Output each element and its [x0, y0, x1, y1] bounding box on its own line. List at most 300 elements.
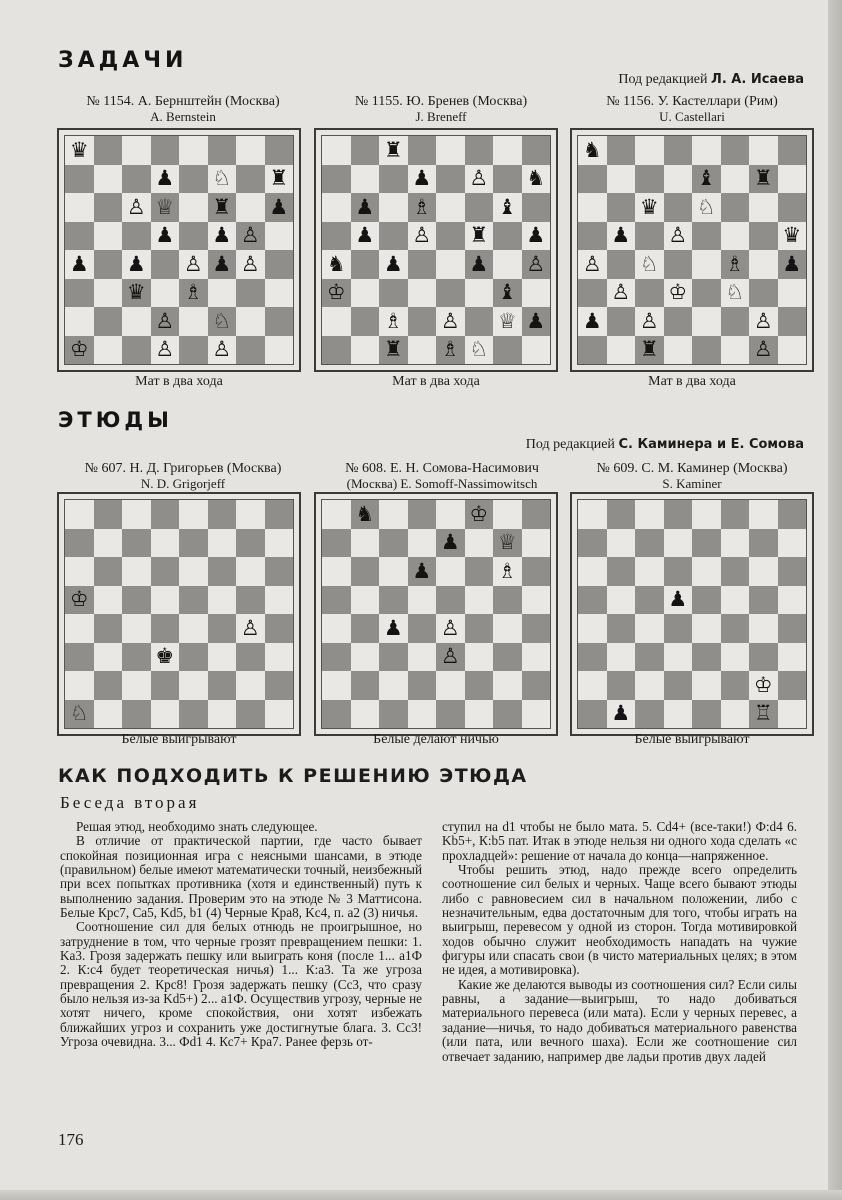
board-square	[749, 222, 778, 251]
board-square	[351, 307, 380, 336]
board-square	[493, 165, 522, 194]
board-square	[94, 614, 123, 643]
board-square	[351, 250, 380, 279]
black-knight-icon: ♞	[355, 501, 375, 526]
black-pawn-icon: ♟	[782, 251, 802, 276]
board-square	[322, 165, 351, 194]
chess-diagram	[314, 128, 558, 372]
board-square	[664, 250, 693, 279]
white-bishop-icon: ♗	[725, 251, 745, 276]
board-square	[493, 136, 522, 165]
board-square	[322, 136, 351, 165]
board-square	[692, 586, 721, 615]
board-square	[322, 643, 351, 672]
board-square	[151, 529, 180, 558]
chess-diagram	[570, 492, 814, 736]
board-square	[465, 336, 494, 365]
board-square	[578, 279, 607, 308]
white-knight-icon: ♘	[639, 251, 659, 276]
board-square	[351, 500, 380, 529]
board-square	[664, 500, 693, 529]
board-square	[122, 193, 151, 222]
board-square	[664, 136, 693, 165]
board-square	[635, 614, 664, 643]
board-square	[692, 250, 721, 279]
board-square	[322, 250, 351, 279]
paragraph: Соотношение сил для белых отнюдь не проигрышное, но затруднение в том, что черные грозят превращением пешки: 1. Ka3. Грозя задержать пешку или выиграть коня (после 1... a1Ф 2. К:с4 будет теоретическая ничья) 1... К:а3. Та же угроза превращения 2. Крс8! Грозя задержать пешку (Сc3, что сразу было нельзя из-за Kd5+) 2... a1Ф. Осуществив угрозу, черные не хотят ничего, кроме спокойствия, они хотят избежать ближайших угроз и сохранить уже достигнутые блага. 3. Сс3! Угроза очевидна. 3... Фd1 4. Кс7+ Кра7. Ранее ферзь от-	[60, 919, 422, 1050]
board-square	[436, 643, 465, 672]
board-square	[408, 136, 437, 165]
board-square	[465, 250, 494, 279]
black-rook-icon: ♜	[383, 137, 403, 162]
board-square	[208, 336, 237, 365]
board-square	[179, 614, 208, 643]
white-bishop-icon: ♗	[497, 558, 517, 583]
black-pawn-icon: ♟	[212, 223, 232, 248]
board-square	[522, 643, 551, 672]
board-square	[749, 500, 778, 529]
white-knight-icon: ♘	[69, 701, 89, 726]
board-square	[122, 557, 151, 586]
study-caption	[58, 461, 308, 491]
board-square	[578, 193, 607, 222]
board-square	[322, 336, 351, 365]
board-square	[635, 336, 664, 365]
board-square	[208, 165, 237, 194]
board-square	[379, 279, 408, 308]
black-queen-icon: ♛	[782, 223, 802, 248]
board-square	[94, 671, 123, 700]
board-square	[578, 336, 607, 365]
board-square	[522, 500, 551, 529]
board-square	[635, 500, 664, 529]
board-square	[493, 336, 522, 365]
board-square	[749, 643, 778, 672]
board-square	[265, 193, 294, 222]
board-square	[236, 614, 265, 643]
board-square	[493, 500, 522, 529]
board-square	[692, 193, 721, 222]
board-square	[208, 279, 237, 308]
board-square	[151, 700, 180, 729]
problem-stipulation: Мат в два хода	[648, 374, 736, 389]
white-king-icon: ♔	[753, 672, 773, 697]
board-square	[179, 307, 208, 336]
board-square	[522, 193, 551, 222]
white-knight-icon: ♘	[696, 194, 716, 219]
black-pawn-icon: ♟	[412, 558, 432, 583]
black-pawn-icon: ♟	[412, 166, 432, 191]
board-square	[436, 222, 465, 251]
board-square	[408, 671, 437, 700]
board-square	[379, 193, 408, 222]
white-pawn-icon: ♙	[183, 251, 203, 276]
chessboard	[321, 499, 551, 729]
white-pawn-icon: ♙	[412, 223, 432, 248]
board-square	[236, 222, 265, 251]
board-square	[94, 165, 123, 194]
white-pawn-icon: ♙	[582, 251, 602, 276]
board-square	[721, 336, 750, 365]
board-square	[322, 500, 351, 529]
board-square	[265, 250, 294, 279]
board-square	[179, 279, 208, 308]
white-pawn-icon: ♙	[440, 615, 460, 640]
board-square	[208, 586, 237, 615]
board-square	[94, 529, 123, 558]
white-rook-icon: ♖	[753, 701, 773, 726]
board-square	[721, 643, 750, 672]
board-square	[778, 671, 807, 700]
board-square	[635, 529, 664, 558]
board-square	[578, 614, 607, 643]
board-square	[322, 614, 351, 643]
board-square	[408, 279, 437, 308]
studies-heading: ЭТЮДЫ	[58, 408, 173, 432]
chessboard	[577, 135, 807, 365]
board-square	[151, 307, 180, 336]
page-edge	[0, 1190, 842, 1200]
board-square	[778, 193, 807, 222]
board-square	[236, 193, 265, 222]
board-square	[436, 136, 465, 165]
problem-heading: № 1156. У. Кастеллари (Рим)	[606, 94, 778, 109]
board-square	[664, 671, 693, 700]
board-square	[408, 222, 437, 251]
board-square	[749, 557, 778, 586]
board-square	[749, 307, 778, 336]
article-column-right	[442, 820, 797, 1064]
board-square	[122, 279, 151, 308]
study-heading: № 609. С. М. Каминер (Москва)	[596, 461, 788, 476]
board-square	[436, 500, 465, 529]
board-square	[151, 193, 180, 222]
black-rook-icon: ♜	[212, 194, 232, 219]
problem-heading: № 1155. Ю. Бренев (Москва)	[354, 94, 528, 109]
studies-editor-prefix: Под редакцией	[525, 437, 615, 452]
board-square	[607, 671, 636, 700]
board-square	[379, 336, 408, 365]
board-square	[578, 700, 607, 729]
board-square	[265, 557, 294, 586]
board-square	[607, 643, 636, 672]
board-square	[151, 250, 180, 279]
board-square	[436, 307, 465, 336]
board-square	[692, 529, 721, 558]
chess-diagram	[57, 128, 301, 372]
studies-editor	[526, 437, 804, 453]
white-knight-icon: ♘	[212, 166, 232, 191]
board-square	[721, 557, 750, 586]
board-square	[65, 557, 94, 586]
board-square	[379, 500, 408, 529]
board-square	[122, 307, 151, 336]
board-square	[436, 193, 465, 222]
board-square	[465, 136, 494, 165]
board-square	[778, 222, 807, 251]
board-square	[721, 222, 750, 251]
board-square	[351, 529, 380, 558]
board-square	[151, 643, 180, 672]
board-square	[322, 700, 351, 729]
board-square	[493, 529, 522, 558]
board-square	[265, 671, 294, 700]
study-author-latin: N. D. Grigorjeff	[140, 476, 226, 491]
board-square	[436, 700, 465, 729]
board-square	[721, 500, 750, 529]
white-bishop-icon: ♗	[440, 337, 460, 362]
board-square	[236, 336, 265, 365]
board-square	[578, 307, 607, 336]
article-column-left	[60, 820, 422, 1050]
board-square	[749, 586, 778, 615]
board-square	[151, 586, 180, 615]
board-square	[351, 193, 380, 222]
board-square	[122, 529, 151, 558]
black-pawn-icon: ♟	[440, 530, 460, 555]
board-square	[721, 307, 750, 336]
board-square	[351, 165, 380, 194]
board-square	[236, 586, 265, 615]
white-king-icon: ♔	[326, 280, 346, 305]
board-square	[65, 250, 94, 279]
board-square	[436, 671, 465, 700]
board-square	[236, 250, 265, 279]
board-square	[692, 222, 721, 251]
board-square	[408, 614, 437, 643]
board-square	[721, 136, 750, 165]
board-square	[236, 557, 265, 586]
board-square	[664, 529, 693, 558]
board-square	[265, 136, 294, 165]
board-square	[208, 222, 237, 251]
board-square	[635, 165, 664, 194]
board-square	[692, 279, 721, 308]
black-knight-icon: ♞	[582, 137, 602, 162]
board-square	[635, 136, 664, 165]
board-square	[578, 671, 607, 700]
board-square	[94, 557, 123, 586]
board-square	[436, 336, 465, 365]
chess-diagram	[570, 128, 814, 372]
study-author-latin: (Москва) E. Somoff-Nassimowitsch	[346, 476, 538, 491]
board-square	[749, 250, 778, 279]
board-square	[208, 500, 237, 529]
board-square	[65, 165, 94, 194]
black-rook-icon: ♜	[639, 337, 659, 362]
chess-diagram	[57, 492, 301, 736]
board-square	[522, 614, 551, 643]
black-pawn-icon: ♟	[155, 166, 175, 191]
board-square	[379, 643, 408, 672]
board-square	[436, 586, 465, 615]
board-square	[94, 500, 123, 529]
problem-heading: № 1154. А. Бернштейн (Москва)	[86, 94, 280, 109]
paragraph: В отличие от практической партии, где часто бывает спокойная позиционная игра с неясными шансами, в этюде (правильном) белые имеют математически точный, неизбежный при всех попытках противника (хотя и единственный) путь к выполнению задания. Проверим это на этюде № 3 Маттисона. Белые Крс7, Сa5, Kd5, b1 (4) Черные Кра8, Kс4, п. a2 (3) ничья.	[60, 833, 422, 921]
board-square	[408, 307, 437, 336]
board-square	[122, 136, 151, 165]
board-square	[493, 222, 522, 251]
white-queen-icon: ♕	[497, 530, 517, 555]
board-square	[436, 614, 465, 643]
board-square	[578, 222, 607, 251]
black-pawn-icon: ♟	[526, 308, 546, 333]
board-square	[65, 222, 94, 251]
problem-caption	[572, 94, 812, 124]
board-square	[465, 165, 494, 194]
board-square	[692, 643, 721, 672]
white-pawn-icon: ♙	[155, 337, 175, 362]
board-square	[721, 586, 750, 615]
black-pawn-icon: ♟	[126, 251, 146, 276]
board-square	[749, 336, 778, 365]
board-square	[65, 279, 94, 308]
board-square	[692, 700, 721, 729]
board-square	[522, 250, 551, 279]
board-square	[465, 700, 494, 729]
board-square	[664, 643, 693, 672]
board-square	[578, 136, 607, 165]
board-square	[65, 307, 94, 336]
white-pawn-icon: ♙	[753, 337, 773, 362]
white-pawn-icon: ♙	[469, 166, 489, 191]
white-pawn-icon: ♙	[639, 308, 659, 333]
study-caption	[572, 461, 812, 491]
board-square	[322, 222, 351, 251]
board-square	[408, 500, 437, 529]
problem-caption	[58, 94, 308, 124]
board-square	[749, 700, 778, 729]
board-square	[179, 700, 208, 729]
board-square	[778, 136, 807, 165]
board-square	[151, 165, 180, 194]
board-square	[692, 671, 721, 700]
board-square	[635, 307, 664, 336]
board-square	[692, 136, 721, 165]
board-square	[493, 700, 522, 729]
board-square	[122, 250, 151, 279]
board-square	[265, 614, 294, 643]
board-square	[522, 586, 551, 615]
board-square	[151, 500, 180, 529]
board-square	[265, 222, 294, 251]
board-square	[522, 671, 551, 700]
board-square	[208, 136, 237, 165]
board-square	[351, 643, 380, 672]
study-caption	[314, 461, 570, 491]
black-rook-icon: ♜	[469, 223, 489, 248]
board-square	[578, 557, 607, 586]
board-square	[265, 336, 294, 365]
board-square	[94, 222, 123, 251]
board-square	[778, 500, 807, 529]
board-square	[664, 336, 693, 365]
black-pawn-icon: ♟	[155, 223, 175, 248]
board-square	[151, 336, 180, 365]
board-square	[493, 250, 522, 279]
board-square	[94, 586, 123, 615]
board-square	[721, 614, 750, 643]
study-heading: № 608. Е. Н. Сомова-Насимович	[345, 461, 539, 476]
board-square	[265, 279, 294, 308]
problems-editor	[618, 72, 804, 88]
board-square	[151, 136, 180, 165]
board-square	[379, 222, 408, 251]
board-square	[322, 586, 351, 615]
board-square	[322, 529, 351, 558]
black-queen-icon: ♛	[126, 280, 146, 305]
problem-author-latin: A. Bernstein	[150, 109, 216, 124]
black-pawn-icon: ♟	[269, 194, 289, 219]
board-square	[721, 165, 750, 194]
black-pawn-icon: ♟	[355, 223, 375, 248]
board-square	[607, 586, 636, 615]
board-square	[236, 700, 265, 729]
board-square	[122, 614, 151, 643]
board-square	[208, 557, 237, 586]
problem-stipulation: Мат в два хода	[392, 374, 480, 389]
black-pawn-icon: ♟	[212, 251, 232, 276]
board-square	[265, 165, 294, 194]
board-square	[778, 614, 807, 643]
board-square	[692, 500, 721, 529]
board-square	[465, 671, 494, 700]
black-pawn-icon: ♟	[611, 223, 631, 248]
board-square	[379, 529, 408, 558]
board-square	[607, 279, 636, 308]
black-bishop-icon: ♝	[696, 166, 716, 191]
board-square	[122, 165, 151, 194]
white-pawn-icon: ♙	[440, 308, 460, 333]
board-square	[664, 165, 693, 194]
board-square	[408, 193, 437, 222]
board-square	[635, 586, 664, 615]
black-pawn-icon: ♟	[668, 587, 688, 612]
white-king-icon: ♔	[69, 337, 89, 362]
board-square	[179, 336, 208, 365]
board-square	[692, 307, 721, 336]
board-square	[465, 614, 494, 643]
white-pawn-icon: ♙	[126, 194, 146, 219]
board-square	[351, 136, 380, 165]
board-square	[692, 336, 721, 365]
board-square	[721, 671, 750, 700]
board-square	[465, 557, 494, 586]
board-square	[265, 529, 294, 558]
black-pawn-icon: ♟	[383, 251, 403, 276]
board-square	[522, 557, 551, 586]
black-king-icon: ♚	[155, 644, 175, 669]
board-square	[465, 222, 494, 251]
black-pawn-icon: ♟	[383, 615, 403, 640]
board-square	[664, 193, 693, 222]
board-square	[122, 700, 151, 729]
board-square	[493, 307, 522, 336]
board-square	[607, 136, 636, 165]
article-title: КАК ПОДХОДИТЬ К РЕШЕНИЮ ЭТЮДА	[58, 765, 528, 787]
board-square	[436, 529, 465, 558]
board-square	[65, 671, 94, 700]
chessboard	[64, 499, 294, 729]
board-square	[94, 250, 123, 279]
problem-author-latin: U. Castellari	[659, 109, 725, 124]
article-subtitle: Беседа вторая	[60, 793, 200, 812]
board-square	[607, 529, 636, 558]
white-queen-icon: ♕	[155, 194, 175, 219]
board-square	[179, 529, 208, 558]
board-square	[379, 165, 408, 194]
board-square	[265, 586, 294, 615]
